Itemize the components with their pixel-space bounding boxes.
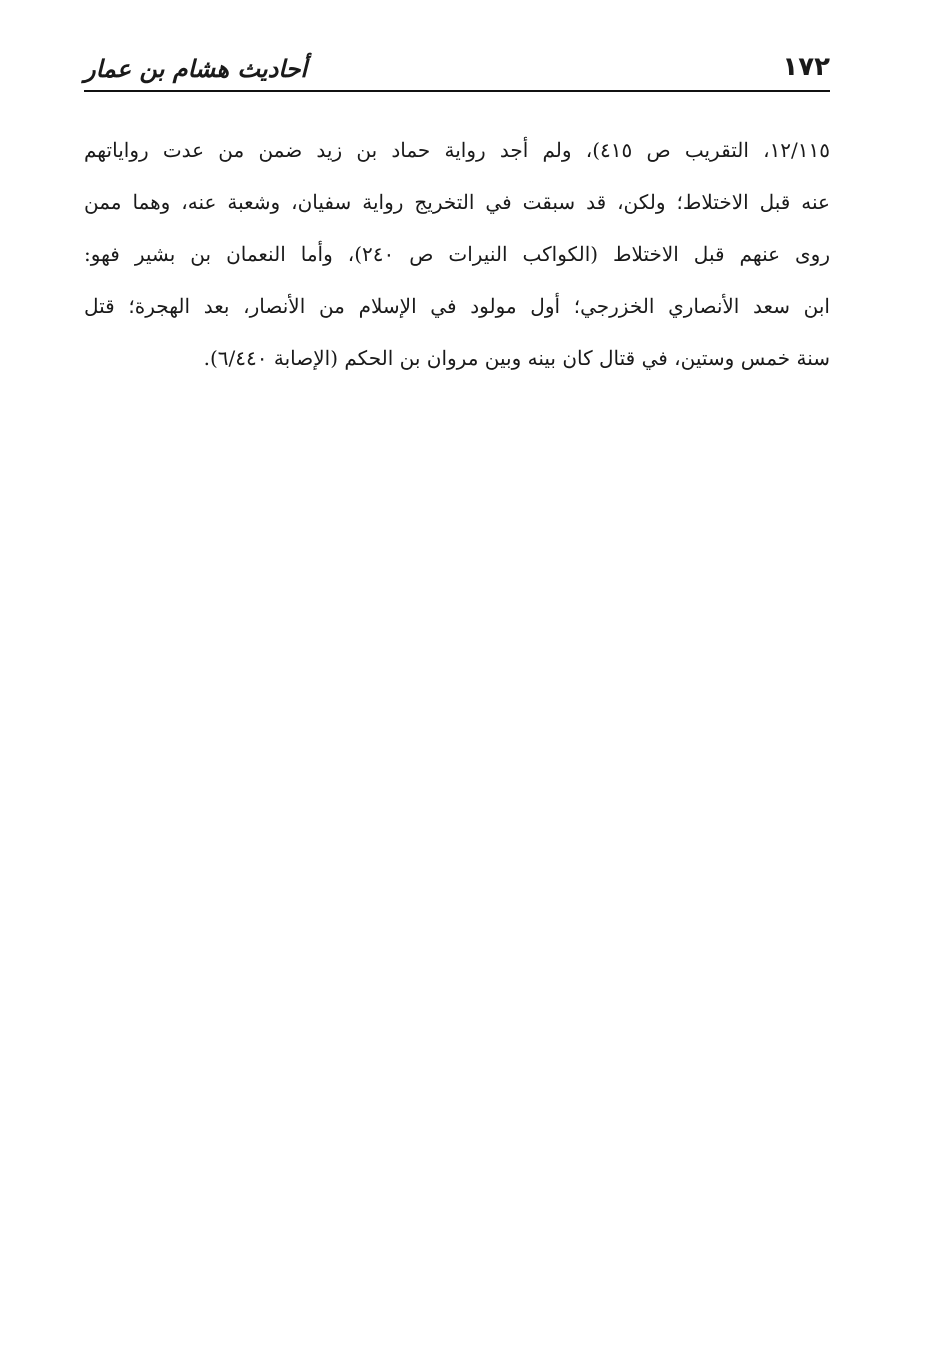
- text-line: ١٢/١١٥، التقريب ص ٤١٥)، ولم أجد رواية حماد بن زيد ضمن من عدت رواياتهم: [84, 138, 831, 162]
- text-line: عنه قبل الاختلاط؛ ولكن، قد سبقت في التخريج رواية سفيان، وشعبة عنه، وهما ممن: [84, 190, 830, 214]
- footnote-text: [84, 124, 830, 384]
- text-line: روى عنهم قبل الاختلاط (الكواكب النيرات ص ٢٤٠)، وأما النعمان بن بشير فهو:: [84, 242, 830, 266]
- text-line: ابن سعد الأنصاري الخزرجي؛ أول مولود في الإسلام من الأنصار، بعد الهجرة؛ قتل: [84, 294, 830, 318]
- text-line: سنة خمس وستين، في قتال كان بينه وبين مروان بن الحكم (الإصابة ٦/٤٤٠).: [203, 346, 830, 370]
- header-rule: [84, 90, 830, 92]
- page-header: [84, 50, 830, 92]
- page-number: ١٧٢: [782, 52, 830, 82]
- running-title: أحاديث هشام بن عمار: [84, 55, 308, 83]
